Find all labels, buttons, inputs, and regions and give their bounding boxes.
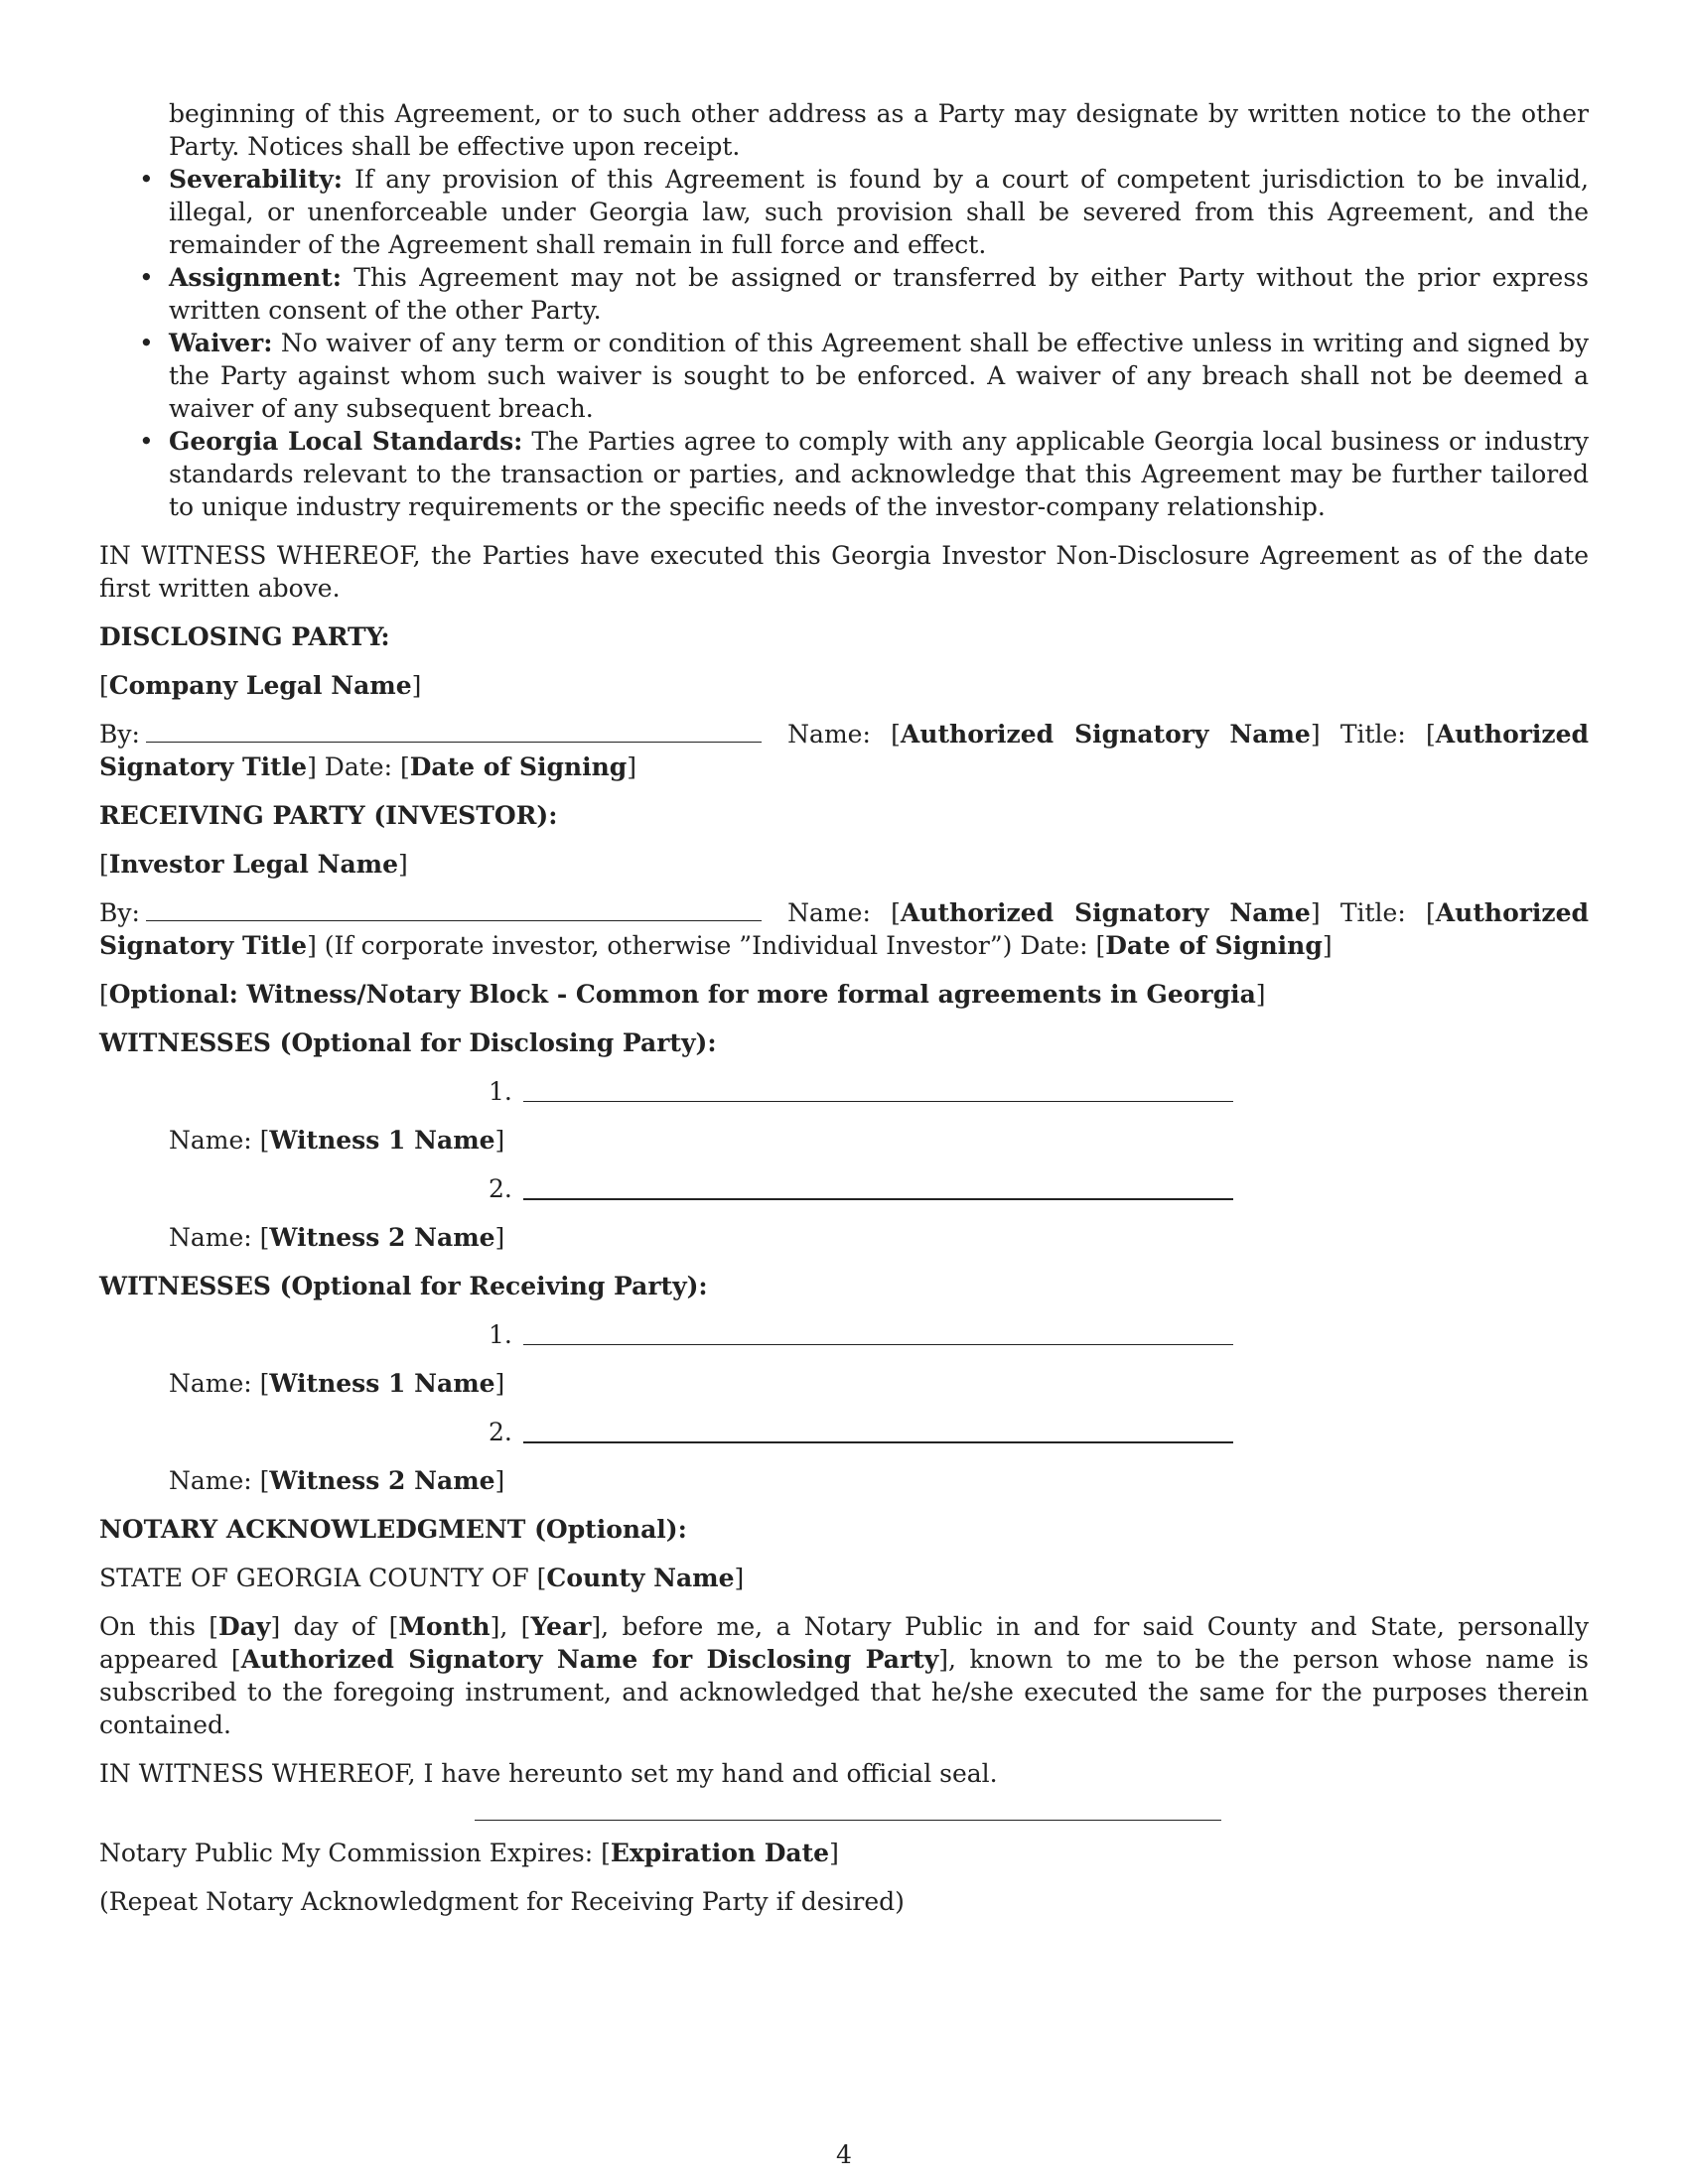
witness-2-row: 2. — [99, 1172, 1589, 1205]
clause-term: Assignment: — [169, 263, 343, 292]
witness-1-signature-line[interactable] — [523, 1344, 1233, 1345]
receiving-signature-line[interactable] — [146, 896, 762, 921]
clause-text: If any provision of this Agreement is found by a court of competent jurisdiction to be invalid, illegal, or unenforceable under Georgia law, such provision shall be severed from this Agreement, and the remainder of the Agreement shall remain in full force and effect. — [169, 165, 1589, 259]
receiving-heading: RECEIVING PARTY (INVESTOR): — [99, 801, 558, 830]
witness-1-name: Name: [Witness 1 Name] — [169, 1369, 505, 1398]
notary-signature-line[interactable] — [475, 1820, 1221, 1821]
witness-1-signature-line[interactable] — [523, 1101, 1233, 1102]
clause-list — [99, 163, 1589, 523]
witnesses-receiving-heading: WITNESSES (Optional for Receiving Party): — [99, 1272, 708, 1300]
bullet-icon: • — [139, 329, 154, 357]
witness-2-signature-line[interactable] — [523, 1198, 1233, 1200]
notary-repeat-note: (Repeat Notary Acknowledgment for Receiving Party if desired) — [99, 1887, 905, 1916]
list-item — [99, 261, 1589, 327]
clause-term: Waiver: — [169, 329, 273, 357]
clause-term: Georgia Local Standards: — [169, 427, 523, 456]
notary-seal-text: IN WITNESS WHEREOF, I have hereunto set my hand and official seal. — [99, 1759, 998, 1788]
notices-tail: beginning of this Agreement, or to such other address as a Party may designate by written notice to the other Party. Notices shall be effective upon receipt. — [169, 99, 1589, 161]
bullet-icon: • — [139, 427, 154, 456]
clause-text: No waiver of any term or condition of this Agreement shall be effective unless in writing and signed by the Party against whom such waiver is sought to be enforced. A waiver of any breach shall not be deemed a waiver of any subsequent breach. — [169, 329, 1589, 423]
bullet-icon: • — [139, 263, 154, 292]
bullet-icon: • — [139, 165, 154, 194]
witnesses-disclosing-heading: WITNESSES (Optional for Disclosing Party): — [99, 1028, 717, 1057]
notary-acknowledgment-text: On this [Day] day of [Month], [Year], before me, a Notary Public in and for said County and State, personally appeared [Authorized Signatory Name for Disclosing Party], known to me to be the person whose name is subscribed to the foregoing instrument, and acknowledged that he/she executed the same for the purposes therein contained. — [99, 1612, 1589, 1739]
list-item — [99, 163, 1589, 261]
witness-1-name: Name: [Witness 1 Name] — [169, 1126, 505, 1155]
notary-commission: Notary Public My Commission Expires: [Expiration Date] — [99, 1839, 839, 1867]
witness-1-row: 1. — [99, 1318, 1589, 1351]
witness-2-row: 2. — [99, 1416, 1589, 1448]
disclosing-signature-line[interactable] — [146, 718, 762, 743]
list-item — [99, 425, 1589, 523]
notary-heading: NOTARY ACKNOWLEDGMENT (Optional): — [99, 1515, 687, 1544]
disclosing-legal-name: [Company Legal Name] — [99, 671, 422, 700]
clause-text: This Agreement may not be assigned or transferred by either Party without the prior express written consent of the other Party. — [169, 263, 1589, 325]
disclosing-heading: DISCLOSING PARTY: — [99, 622, 390, 651]
disclosing-signature-block: By: Name: [Authorized Signatory Name] Title: [Authorized Signatory Title] Date: [Date of Signing] — [99, 720, 1590, 781]
receiving-signature-block: By: Name: [Authorized Signatory Name] Title: [Authorized Signatory Title] (If corporate investor, otherwise ”Individual Investor”) Date: [Date of Signing] — [99, 898, 1590, 960]
notary-state-county: STATE OF GEORGIA COUNTY OF [County Name] — [99, 1564, 745, 1592]
clause-term: Severability: — [169, 165, 344, 194]
page-number: 4 — [836, 2140, 852, 2169]
witness-2-name: Name: [Witness 2 Name] — [169, 1223, 505, 1252]
witness-2-name: Name: [Witness 2 Name] — [169, 1466, 505, 1495]
witness-whereof: IN WITNESS WHEREOF, the Parties have executed this Georgia Investor Non-Disclosure Agreement as of the date first written above. — [99, 541, 1589, 603]
clause-text: The Parties agree to comply with any applicable Georgia local business or industry standards relevant to the transaction or parties, and acknowledge that this Agreement may be further tailored to unique industry requirements or the specific needs of the investor-company relationship. — [169, 427, 1590, 521]
document-page — [99, 97, 1589, 1918]
witness-2-signature-line[interactable] — [523, 1441, 1233, 1443]
receiving-legal-name: [Investor Legal Name] — [99, 850, 408, 879]
list-item — [99, 327, 1589, 425]
witness-1-row: 1. — [99, 1075, 1589, 1108]
optional-block-heading: [Optional: Witness/Notary Block - Common for more formal agreements in Georgia] — [99, 980, 1266, 1009]
